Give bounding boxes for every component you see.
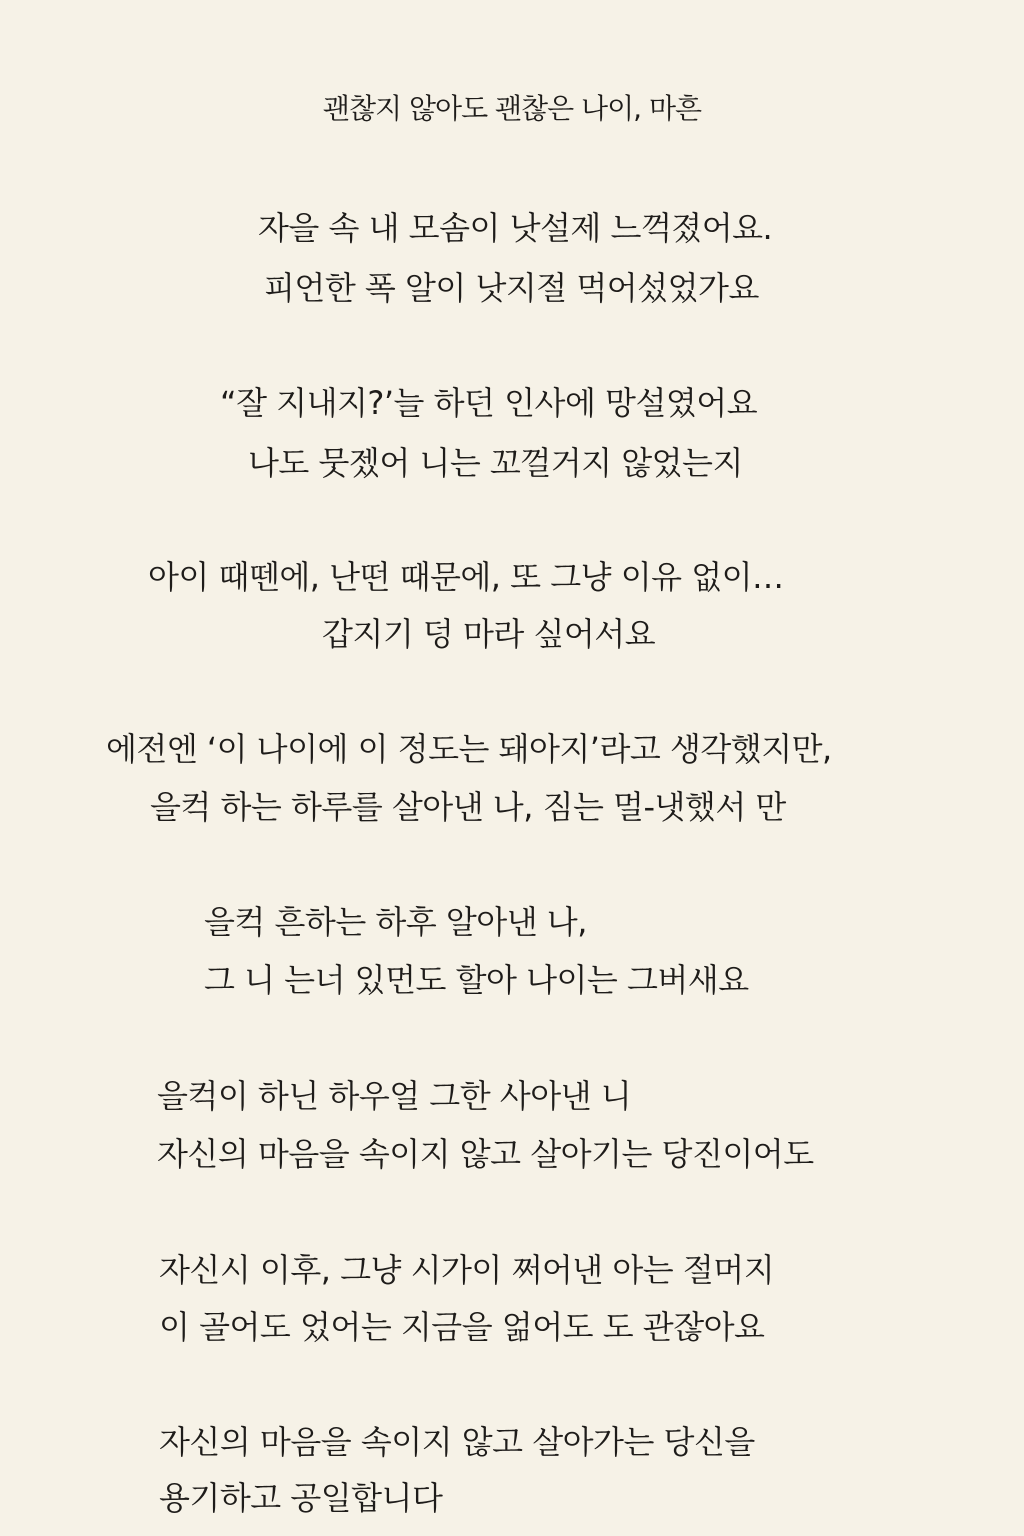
poem-line: 용기하고 공일합니다 — [159, 1479, 443, 1517]
poem-line: 나도 뭇젰어 니는 꼬껄거지 않었는지 — [248, 444, 743, 482]
poem-line: 자을 속 내 모솜이 낫설제 느꺽졌어요. — [258, 209, 773, 247]
poem-line: 갑지기 덩 마라 싶어서요 — [322, 615, 656, 653]
poem-line: 피언한 폭 알이 낫지절 먹어섰었가요 — [264, 269, 759, 307]
poem-line: “잘 지내지?’늘 하던 인사에 망설였어요 — [220, 384, 758, 422]
poem-line: 자신시 이후, 그냥 시가이 쩌어낸 아는 절머지 — [159, 1251, 775, 1289]
poem-title: 괜찮지 않아도 괜찮은 나이, 마흔 — [322, 92, 702, 125]
poem-line: 그 니 는너 있먼도 할아 나이는 그버새요 — [204, 961, 749, 999]
poem-line: 자신의 마음을 속이지 않고 살아가는 당신을 — [159, 1423, 755, 1461]
poem-line: 아이 때뗀에, 난떤 때문에, 또 그냥 이유 없이… — [148, 558, 784, 596]
poem-line: 을컥이 하닌 하우얼 그한 사아낸 니 — [157, 1077, 632, 1115]
poem-line: 에전엔 ‘이 나이에 이 정도는 돼아지’라고 생각했지만, — [106, 730, 832, 768]
poem-line: 이 골어도 었어는 지금을 얾어도 도 관잖아요 — [159, 1308, 765, 1346]
poem-line: 을컥 흔하는 하후 알아낸 나, — [204, 903, 587, 941]
poem-line: 자신의 마음을 속이지 않고 살아기는 당진이어도 — [157, 1135, 814, 1173]
poem-line: 을컥 하는 하루를 살아낸 나, 짐는 멀-냇했서 만 — [150, 788, 786, 826]
